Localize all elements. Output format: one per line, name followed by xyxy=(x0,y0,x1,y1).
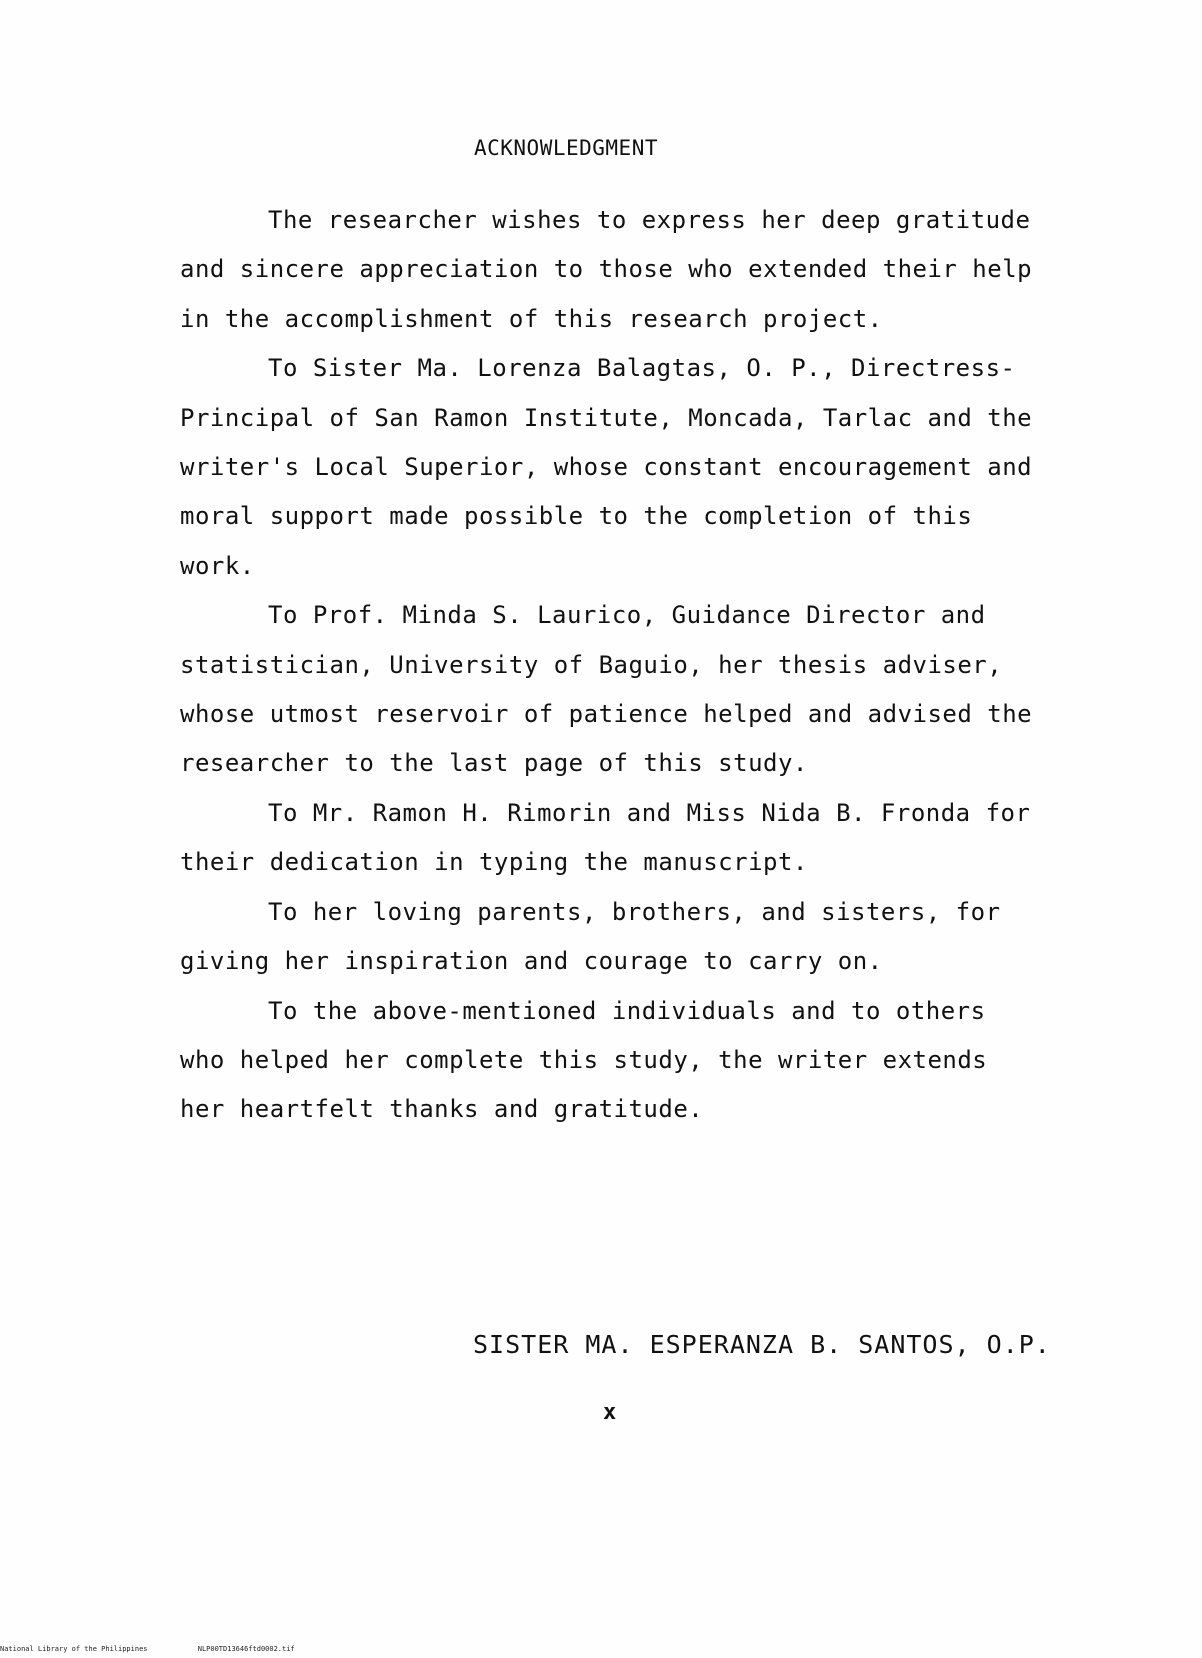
title-text: ACKNOWLEDGMENT xyxy=(473,136,658,160)
acknowledgment-body xyxy=(180,196,1040,1135)
footer-library: National Library of the Philippines xyxy=(0,1645,148,1653)
paragraph-adviser: To Prof. Minda S. Laurico, Guidance Director and statistician, University of Baguio, her thesis adviser, whose utmost reservoir of patience helped and advised the researcher to the last page of this study. xyxy=(180,601,1033,778)
page-number: x xyxy=(603,1400,617,1425)
scan-footer xyxy=(0,1645,341,1653)
paragraph-intro: The researcher wishes to express her deep gratitude and sincere appreciation to those who extended their help in the accomplishment of this research project. xyxy=(180,206,1033,333)
paragraph-closing: To the above-mentioned individuals and to others who helped her complete this study, the writer extends her heartfelt thanks and gratitude. xyxy=(180,996,988,1124)
page-title xyxy=(0,136,1202,160)
signature: SISTER MA. ESPERANZA B. SANTOS, O.P. xyxy=(473,1330,1051,1359)
paragraph-family: To her loving parents, brothers, and sisters, for giving her inspiration and courage to carry on. xyxy=(180,897,1001,976)
paragraph-principal: To Sister Ma. Lorenza Balagtas, O. P., Directress-Principal of San Ramon Institute, Moncada, Tarlac and the writer's Local Superior, whose constant encouragement and moral support made possible to the completion of this work. xyxy=(180,354,1033,580)
footer-file: NLP00TD13646ftd0002.tif xyxy=(197,1645,295,1653)
paragraph-typists: To Mr. Ramon H. Rimorin and Miss Nida B. Fronda for their dedication in typing the manuscript. xyxy=(180,798,1031,877)
